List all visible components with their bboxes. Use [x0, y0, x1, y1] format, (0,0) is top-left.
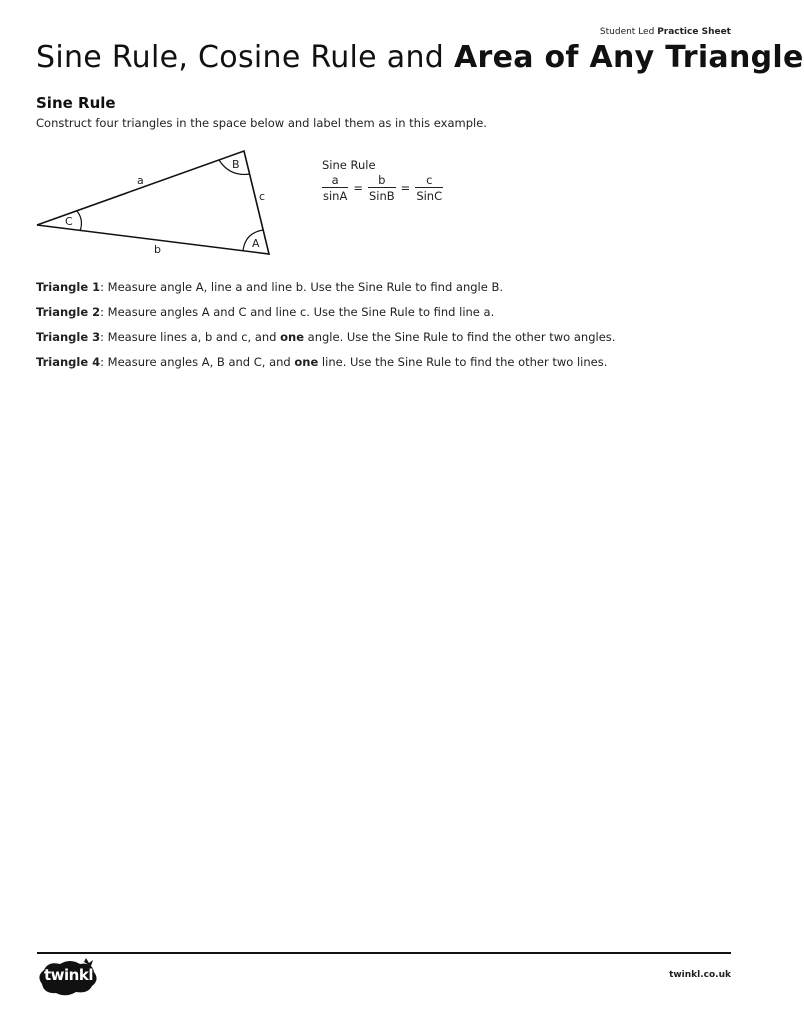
fraction-b-denominator: SinB	[368, 189, 395, 203]
task-item	[36, 280, 615, 305]
sine-rule-formula	[322, 173, 443, 203]
task-label: Triangle 2	[36, 305, 101, 319]
sheet-type-bold: Practice Sheet	[657, 27, 731, 37]
sheet-type-prefix: Student Led	[599, 27, 655, 37]
sine-rule-title: Sine Rule	[322, 158, 376, 172]
fraction-c-denominator: SinC	[416, 189, 443, 203]
task-text: : Measure lines a, b and c, and	[100, 330, 281, 344]
instruction-text: Construct four triangles in the space below and label them as in this example.	[36, 116, 487, 130]
task-emphasis: one	[294, 355, 319, 369]
task-text: : Measure angle A, line a and line b. Use the Sine Rule to find angle B.	[100, 280, 504, 294]
angle-label-C: C	[65, 215, 73, 228]
task-item	[36, 355, 615, 380]
fraction-c-numerator: c	[426, 173, 433, 187]
task-label: Triangle 4	[36, 355, 101, 369]
footer-divider	[37, 952, 731, 954]
page-title-bold: Area of Any Triangle	[453, 40, 804, 75]
task-item	[36, 305, 615, 330]
fraction-a-numerator: a	[331, 173, 339, 187]
task-text: : Measure angles A and C and line c. Use the Sine Rule to find line a.	[100, 305, 495, 319]
task-text: angle. Use the Sine Rule to find the other two angles.	[304, 330, 616, 344]
sheet-type-label	[600, 27, 731, 37]
twinkl-logo-text: twinkl	[44, 966, 93, 984]
fraction-c	[415, 173, 443, 203]
side-label-b: b	[154, 243, 161, 256]
task-label: Triangle 3	[36, 330, 101, 344]
task-item	[36, 330, 615, 355]
equals-sign: =	[400, 181, 411, 195]
sine-rule-formula-block	[322, 158, 443, 203]
angle-arc-C	[77, 211, 81, 231]
angle-label-B: B	[232, 158, 240, 171]
side-label-a: a	[137, 174, 144, 187]
task-emphasis: one	[280, 330, 305, 344]
equals-sign: =	[353, 181, 363, 195]
side-label-c: c	[259, 190, 266, 203]
task-list	[36, 280, 615, 380]
task-text: : Measure angles A, B and C, and	[100, 355, 295, 369]
task-label: Triangle 1	[36, 280, 101, 294]
fraction-a	[322, 173, 348, 203]
section-heading: Sine Rule	[36, 94, 116, 112]
fraction-b	[368, 173, 396, 203]
fraction-a-denominator: sinA	[323, 189, 348, 203]
page-title-regular: Sine Rule, Cosine Rule and	[36, 40, 454, 75]
example-triangle-diagram	[0, 0, 320, 270]
fraction-b-numerator: b	[378, 173, 386, 187]
task-text: line. Use the Sine Rule to find the other two lines.	[318, 355, 608, 369]
angle-label-A: A	[252, 237, 260, 250]
website-url[interactable]: twinkl.co.uk	[669, 970, 731, 980]
